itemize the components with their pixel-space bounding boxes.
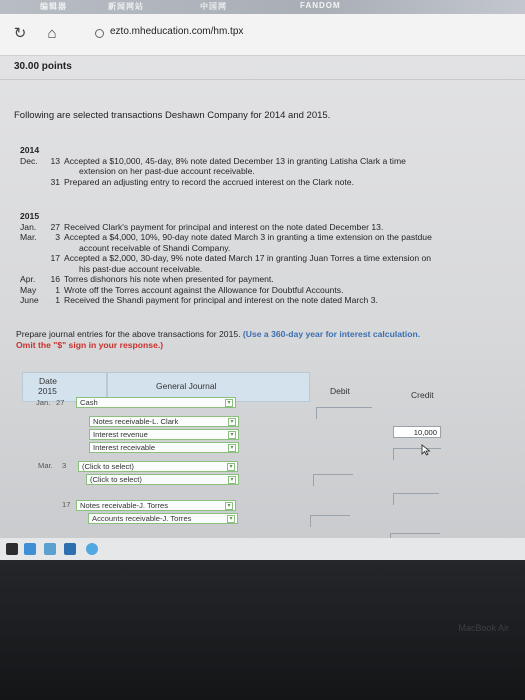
debit-input[interactable] — [316, 407, 372, 408]
debit-header: Debit — [330, 386, 350, 396]
account-name: Interest receivable — [93, 443, 156, 452]
credit-column-header — [388, 372, 458, 402]
debit-input-edge — [313, 474, 314, 486]
browser-tab[interactable]: 新闻网站 — [108, 2, 144, 11]
date-header: Date — [39, 376, 57, 386]
entry-text: Wrote off the Torres account against the Allowance for Doubtful Accounts. — [64, 284, 344, 295]
entry-month: May — [20, 284, 37, 295]
account-name: Notes receivable-L. Clark — [93, 417, 179, 426]
debit-input[interactable] — [313, 474, 353, 475]
entry-day: 3 — [55, 232, 60, 242]
entry-text: Prepared an adjusting entry to record the accrued interest on the Clark note. — [64, 176, 354, 187]
journal-day: 27 — [56, 398, 65, 407]
home-icon[interactable]: ⌂ — [47, 25, 57, 42]
credit-input[interactable] — [393, 448, 441, 449]
entry-day: 1 — [55, 295, 60, 305]
account-select[interactable] — [89, 429, 239, 440]
credit-input[interactable] — [393, 493, 439, 494]
chevron-down-icon[interactable]: ▾ — [228, 418, 236, 426]
chevron-down-icon[interactable]: ▾ — [227, 463, 235, 471]
refresh-icon[interactable]: ↻ — [13, 25, 27, 42]
entry-month: Apr. — [20, 274, 36, 284]
app-icon[interactable] — [44, 543, 56, 555]
account-select[interactable] — [76, 500, 236, 511]
chevron-down-icon[interactable]: ▾ — [225, 502, 233, 510]
laptop-brand: MacBook Air — [458, 623, 509, 633]
browser-tab[interactable]: FANDOM — [300, 1, 341, 10]
journal-month: Jan. — [36, 398, 51, 407]
credit-input[interactable] — [390, 533, 440, 534]
account-select[interactable] — [86, 474, 239, 485]
credit-input-edge — [393, 493, 394, 505]
debit-input[interactable] — [310, 515, 350, 516]
browser-tab[interactable]: 编辑器 — [40, 2, 67, 11]
entry-day: 13 — [50, 155, 60, 166]
entry-text: his past-due account receivable. — [79, 263, 203, 274]
entry-text: Accepted a $2,000, 30-day, 9% note dated March 17 in granting Juan Torres a time extension on — [64, 253, 432, 263]
entry-day: 17 — [50, 253, 60, 263]
debit-input-edge — [316, 407, 317, 419]
credit-input-edge — [393, 448, 394, 460]
entry-month: Mar. — [20, 232, 37, 242]
debit-column-header — [310, 372, 376, 402]
instruction-text: Prepare journal entries for the above transactions for 2015. — [16, 329, 241, 339]
account-name: Notes receivable-J. Torres — [80, 501, 169, 510]
credit-input[interactable]: 10,000 — [393, 426, 441, 438]
year-label: 2014 — [20, 145, 40, 155]
entry-text: account receivable of Shandi Company. — [79, 242, 231, 253]
credit-header: Credit — [411, 390, 434, 400]
journal-month: Mar. — [38, 461, 53, 470]
general-journal-title: General Journal — [156, 381, 217, 391]
browser-tab-strip — [0, 0, 525, 14]
chevron-down-icon[interactable]: ▾ — [228, 476, 236, 484]
account-select[interactable] — [89, 416, 239, 427]
site-info-icon[interactable] — [95, 29, 104, 38]
instructions — [16, 329, 420, 350]
points-label: 30.00 points — [14, 61, 72, 72]
entry-day: 27 — [50, 221, 60, 232]
entry-text: extension on her past-due account receivable. — [79, 166, 255, 176]
entry-month: Jan. — [20, 221, 37, 232]
app-icon[interactable] — [24, 543, 36, 555]
account-name: (Click to select) — [82, 462, 134, 471]
entry-day: 16 — [50, 274, 60, 284]
account-name: Interest revenue — [93, 430, 148, 439]
account-name: Cash — [80, 398, 98, 407]
chevron-down-icon[interactable]: ▾ — [228, 444, 236, 452]
entry-day: 31 — [50, 176, 60, 187]
entry-text: Accepted a $10,000, 45-day, 8% note dated December 13 in granting Latisha Clark a time — [64, 155, 406, 166]
account-select[interactable] — [88, 513, 238, 524]
browser-tab[interactable]: 中国网 — [200, 2, 227, 11]
entry-text: Received the Shandi payment for principal and interest on the note dated March 3. — [64, 295, 378, 305]
instruction-note: (Use a 360-day year for interest calculation. — [242, 329, 421, 339]
chevron-down-icon[interactable]: ▾ — [228, 431, 236, 439]
account-name: (Click to select) — [90, 475, 142, 484]
start-icon[interactable] — [6, 543, 18, 555]
divider — [0, 79, 525, 80]
browser-toolbar — [0, 14, 525, 56]
address-bar[interactable]: ezto.mheducation.com/hm.tpx — [110, 26, 244, 37]
entry-month: Dec. — [20, 155, 38, 166]
account-name: Accounts receivable-J. Torres — [92, 514, 192, 523]
year-header: 2015 — [38, 386, 57, 396]
debit-input-edge — [310, 515, 311, 527]
app-icon[interactable] — [64, 543, 76, 555]
entry-text: Accepted a $4,000, 10%, 90-day note dated March 3 in granting a time extension on the pastdue — [64, 232, 432, 242]
year-label: 2015 — [20, 211, 40, 221]
entry-month: June — [20, 295, 39, 305]
account-select[interactable] — [78, 461, 238, 472]
instruction-note: Omit the "$" sign in your response.) — [16, 339, 164, 350]
app-icon[interactable] — [86, 543, 98, 555]
journal-day: 17 — [62, 500, 71, 509]
taskbar — [0, 538, 525, 560]
entry-text: Torres dishonors his note when presented for payment. — [64, 274, 274, 284]
chevron-down-icon[interactable]: ▾ — [225, 399, 233, 407]
problem-intro: Following are selected transactions Deshawn Company for 2014 and 2015. — [14, 110, 331, 121]
laptop-bezel — [0, 560, 525, 700]
mouse-cursor-icon — [421, 444, 433, 456]
account-select[interactable] — [89, 442, 239, 453]
chevron-down-icon[interactable]: ▾ — [227, 515, 235, 523]
entry-day: 1 — [55, 284, 60, 295]
account-select[interactable] — [76, 397, 236, 408]
entry-text: Received Clark's payment for principal and interest on the note dated December 13. — [64, 221, 384, 232]
journal-day: 3 — [62, 461, 67, 470]
